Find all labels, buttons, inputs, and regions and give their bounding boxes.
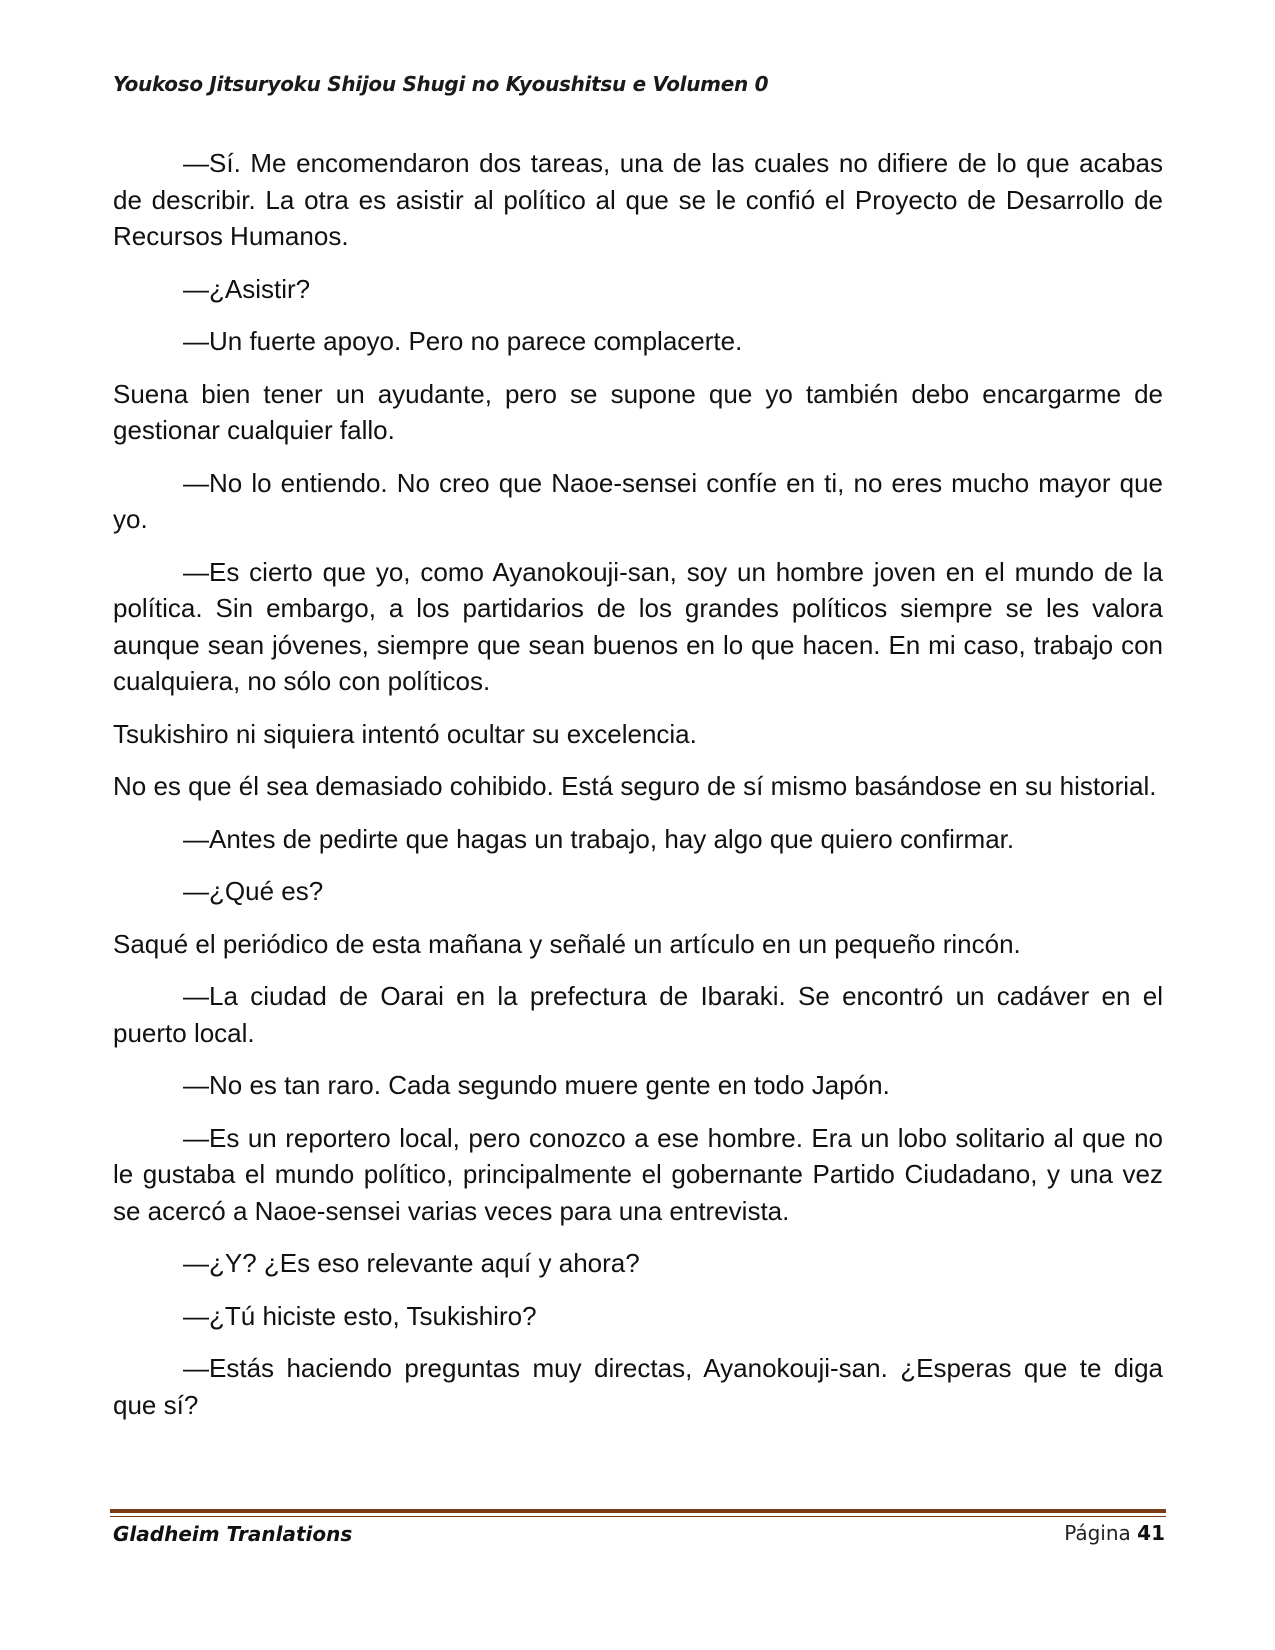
paragraph: —Antes de pedirte que hagas un trabajo, hay algo que quiero confirmar. xyxy=(183,823,1015,854)
paragraph: —Sí. Me encomendaron dos tareas, una de las cuales no difiere de lo que acabas de describir. La otra es asistir al político al que se le confió el Proyecto de Desarrollo de Recursos Humanos. xyxy=(113,148,1163,251)
paragraph: —Es un reportero local, pero conozco a ese hombre. Era un lobo solitario al que no le gustaba el mundo político, principalmente el gobernante Partido Ciudadano, y una vez se acercó a Naoe-sensei varias veces para una entrevista. xyxy=(113,1122,1163,1226)
paragraph: Suena bien tener un ayudante, pero se supone que yo también debo encargarme de gestionar cualquier fallo. xyxy=(113,378,1163,445)
footer-page-number: 41 xyxy=(1137,1521,1165,1545)
paragraph: —Estás haciendo preguntas muy directas, Ayanokouji-san. ¿Esperas que te diga que sí? xyxy=(113,1353,1163,1420)
paragraph: No es que él sea demasiado cohibido. Está seguro de sí mismo basándose en su historial. xyxy=(113,771,1157,801)
footer-page-label: Página xyxy=(1064,1521,1131,1545)
paragraph: —¿Asistir? xyxy=(183,273,311,304)
paragraph: —¿Tú hiciste esto, Tsukishiro? xyxy=(183,1300,537,1331)
paragraph: Tsukishiro ni siquiera intentó ocultar su excelencia. xyxy=(113,718,697,749)
paragraph: —No es tan raro. Cada segundo muere gente en todo Japón. xyxy=(183,1070,890,1100)
paragraph: Saqué el periódico de esta mañana y señalé un artículo en un pequeño rincón. xyxy=(113,928,1021,959)
paragraph: —¿Y? ¿Es eso relevante aquí y ahora? xyxy=(183,1248,640,1278)
paragraph: —¿Qué es? xyxy=(183,876,324,906)
paragraph: —No lo entiendo. No creo que Naoe-sensei confíe en ti, no eres mucho mayor que yo. xyxy=(113,467,1163,534)
footer-translator: Gladheim Tranlations xyxy=(113,1522,353,1546)
paragraph: —Es cierto que yo, como Ayanokouji-san, soy un hombre joven en el mundo de la política. Sin embargo, a los partidarios de los grandes políticos siempre se les valora aunque sean jóvenes, siempre que sean buenos en lo que hacen. En mi caso, trabajo con cualquiera, no sólo con políticos. xyxy=(113,556,1163,696)
footer-rule-thin xyxy=(110,1516,1166,1517)
footer-page-indicator xyxy=(1064,1521,1165,1545)
body-text xyxy=(113,145,1163,1439)
footer-rule-thick xyxy=(110,1509,1166,1513)
page-header-title: Youkoso Jitsuryoku Shijou Shugi no Kyoushitsu e Volumen 0 xyxy=(113,72,769,96)
paragraph: —Un fuerte apoyo. Pero no parece complacerte. xyxy=(183,326,743,356)
paragraph: —La ciudad de Oarai en la prefectura de Ibaraki. Se encontró un cadáver en el puerto local. xyxy=(113,981,1163,1048)
